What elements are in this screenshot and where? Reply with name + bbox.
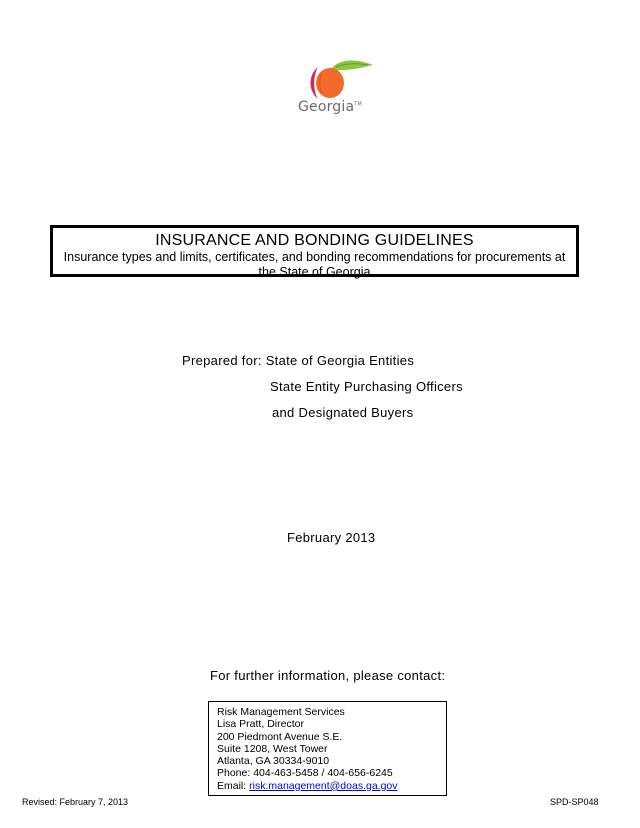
contact-address-2: Suite 1208, West Tower — [217, 742, 328, 755]
georgia-logo — [296, 55, 376, 121]
prepared-for-line-3: and Designated Buyers — [272, 405, 414, 420]
revised-date: Revised: February 7, 2013 — [22, 797, 129, 807]
email-label: Email: — [217, 779, 247, 792]
contact-phone: Phone: 404-463-5458 / 404-656-6245 — [217, 767, 393, 780]
prepared-for-line-2: State Entity Purchasing Officers — [270, 379, 463, 394]
contact-address-1: 200 Piedmont Avenue S.E. — [217, 730, 343, 743]
prepared-for-entities: State of Georgia Entities — [265, 353, 415, 368]
document-date: February 2013 — [287, 530, 376, 545]
peach-icon — [296, 55, 376, 99]
contact-person: Lisa Pratt, Director — [217, 718, 304, 731]
document-title: INSURANCE AND BONDING GUIDELINES — [155, 232, 474, 249]
contact-email-row — [217, 780, 446, 792]
title-box — [50, 225, 579, 277]
contact-city: Atlanta, GA 30334-9010 — [217, 755, 330, 768]
prepared-for-label: Prepared for: — [182, 353, 262, 368]
email-link[interactable]: risk.management@doas.ga.gov — [249, 779, 398, 792]
contact-box — [208, 701, 447, 796]
logo-wordmark: Georgia™ — [297, 99, 363, 115]
contact-org: Risk Management Services — [217, 706, 345, 718]
document-subtitle: Insurance types and limits, certificates, and bonding recommendations for procurements at the State of Georgia — [63, 250, 566, 279]
contact-intro: For further information, please contact: — [210, 668, 446, 683]
document-id: SPD-SP048 — [550, 797, 599, 807]
prepared-for-line-1 — [182, 353, 414, 368]
